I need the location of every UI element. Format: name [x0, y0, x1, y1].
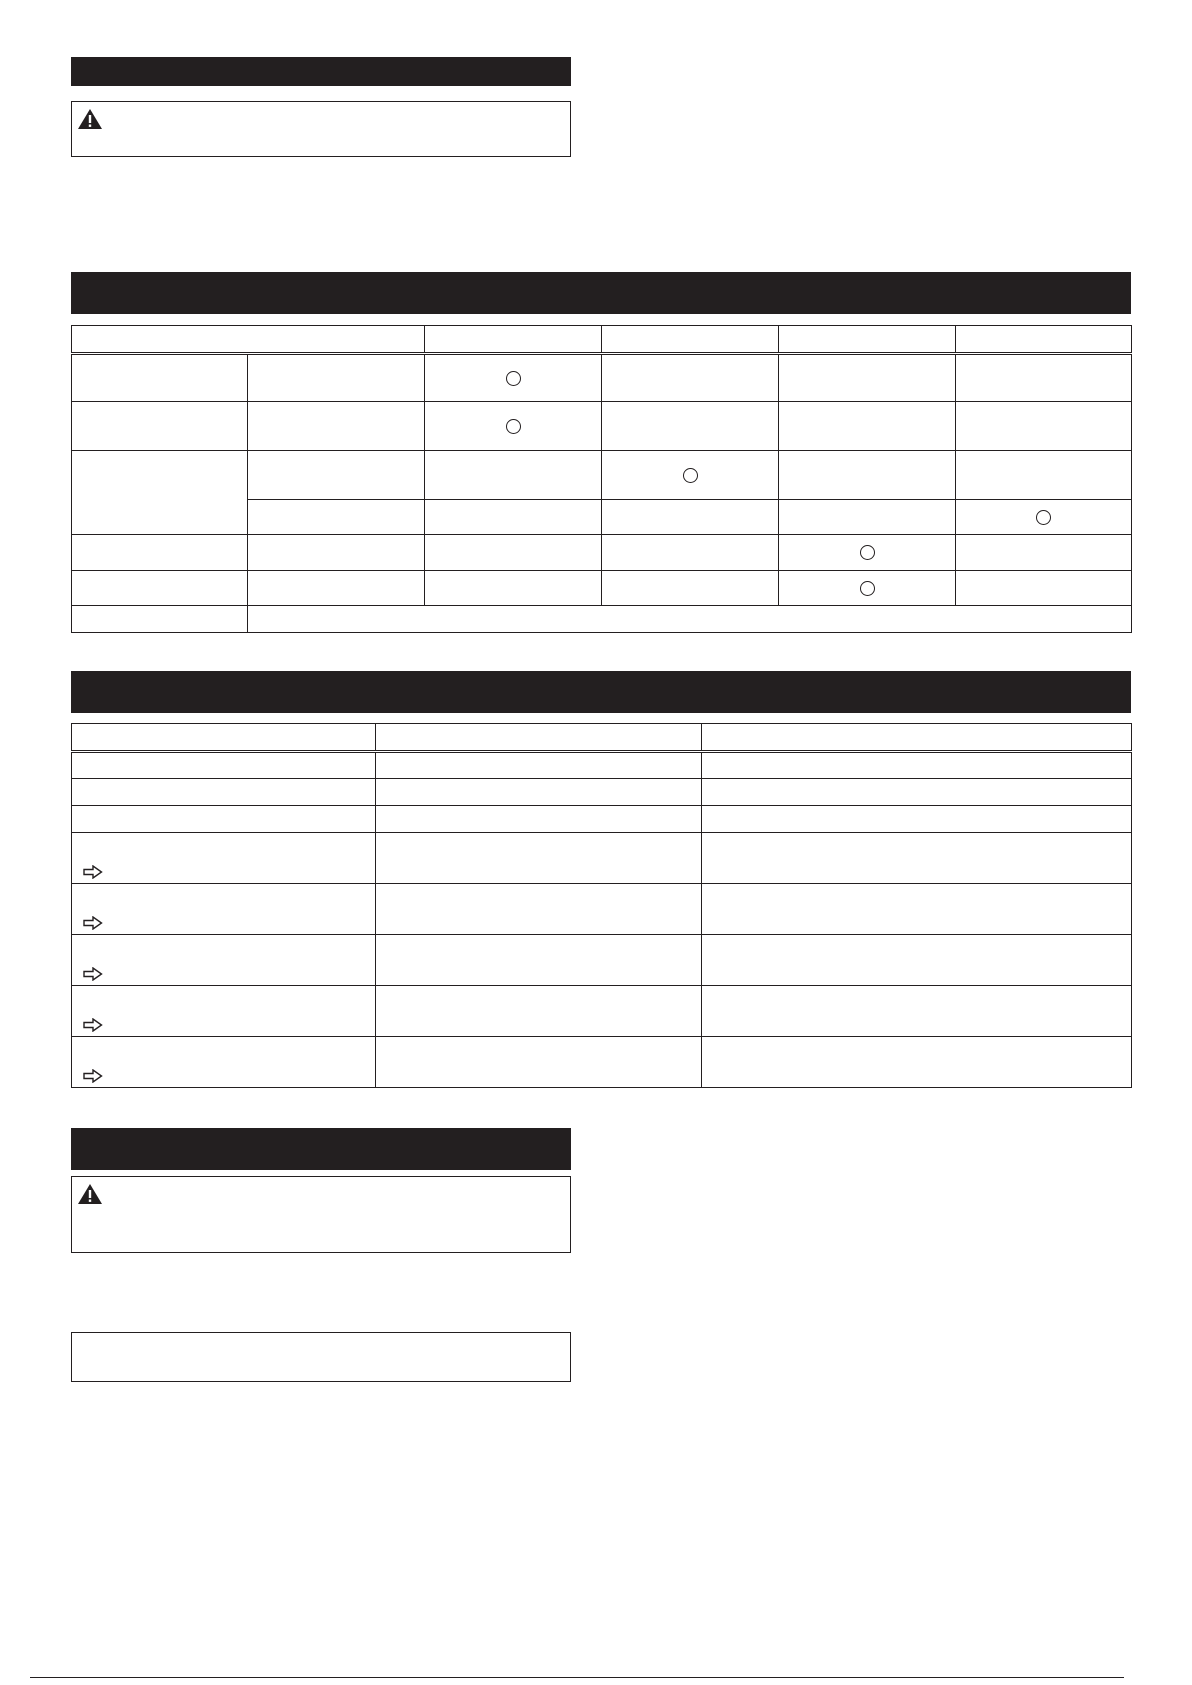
row-item-label [248, 500, 425, 535]
warning-box-1 [71, 101, 571, 157]
mark-cell [602, 402, 779, 451]
table-cell [702, 884, 1132, 935]
table-cell [702, 752, 1132, 779]
mark-cell [956, 535, 1132, 571]
mark-cell [602, 571, 779, 606]
row-item-label [248, 354, 425, 402]
mark-cell [425, 402, 602, 451]
mark-cell [779, 535, 956, 571]
row-item-label [248, 451, 425, 500]
mark-cell [956, 451, 1132, 500]
right-arrow-icon [83, 1018, 103, 1032]
row-group-label [72, 402, 248, 451]
table-cell [702, 935, 1132, 986]
table-row [72, 986, 1132, 1037]
right-arrow-icon [83, 865, 103, 879]
table-cell [376, 833, 702, 884]
table-cell [376, 1037, 702, 1088]
table-cell [702, 779, 1132, 806]
warning-triangle-icon [77, 108, 103, 130]
mark-cell [956, 500, 1132, 535]
table-cell [72, 1037, 376, 1088]
table-cell [702, 986, 1132, 1037]
row-group-label [72, 571, 248, 606]
note-box [71, 1332, 571, 1382]
table-cell [376, 935, 702, 986]
circle-mark-icon [860, 581, 875, 596]
column-header [425, 326, 602, 354]
footnote-text [248, 606, 1132, 633]
table-row [72, 833, 1132, 884]
circle-mark-icon [506, 419, 521, 434]
mark-cell [956, 571, 1132, 606]
table-cell [72, 935, 376, 986]
table-cell [376, 884, 702, 935]
column-header [602, 326, 779, 354]
table-header-row [72, 326, 1132, 354]
column-header [72, 724, 376, 752]
table-row [72, 354, 1132, 402]
row-group-label [72, 354, 248, 402]
table-cell [72, 884, 376, 935]
table-row [72, 402, 1132, 451]
table-row [72, 571, 1132, 606]
table-cell [376, 779, 702, 806]
mark-cell [425, 354, 602, 402]
column-header [376, 724, 702, 752]
mark-cell [779, 451, 956, 500]
table-cell [376, 986, 702, 1037]
mark-cell [425, 451, 602, 500]
table-row [72, 535, 1132, 571]
table-row [72, 451, 1132, 500]
footnote-label [72, 606, 248, 633]
page-footer-rule [30, 1677, 1124, 1678]
section-3-header [71, 671, 1131, 713]
table-cell [702, 1037, 1132, 1088]
mark-cell [602, 354, 779, 402]
row-group-label [72, 535, 248, 571]
table-cell [702, 806, 1132, 833]
table-cell [376, 752, 702, 779]
table-footnote-row [72, 606, 1132, 633]
table-row [72, 806, 1132, 833]
mark-cell [602, 535, 779, 571]
mark-cell [956, 402, 1132, 451]
right-arrow-icon [83, 1069, 103, 1083]
mark-cell [779, 571, 956, 606]
column-header [779, 326, 956, 354]
mark-cell [425, 535, 602, 571]
column-header [956, 326, 1132, 354]
table-row [72, 779, 1132, 806]
circle-mark-icon [860, 545, 875, 560]
warning-box-2 [71, 1176, 571, 1253]
row-item-label [248, 535, 425, 571]
table-cell [376, 806, 702, 833]
section-1-header [71, 57, 571, 86]
row-group-label [72, 451, 248, 535]
section-4-header [71, 1128, 571, 1170]
row-item-label [248, 571, 425, 606]
table-cell [702, 833, 1132, 884]
table-cell [72, 779, 376, 806]
table-row [72, 935, 1132, 986]
mark-cell [602, 451, 779, 500]
section-2-header [71, 272, 1131, 314]
mark-cell [425, 500, 602, 535]
mark-cell [779, 500, 956, 535]
troubleshooting-table [71, 723, 1132, 1088]
column-header [72, 326, 425, 354]
column-header [702, 724, 1132, 752]
right-arrow-icon [83, 916, 103, 930]
right-arrow-icon [83, 967, 103, 981]
circle-mark-icon [1036, 510, 1051, 525]
mark-cell [602, 500, 779, 535]
compatibility-table [71, 325, 1132, 633]
warning-triangle-icon [77, 1183, 103, 1205]
mark-cell [779, 354, 956, 402]
table-row [72, 884, 1132, 935]
table-row [72, 752, 1132, 779]
table-cell [72, 833, 376, 884]
table-cell [72, 752, 376, 779]
mark-cell [956, 354, 1132, 402]
mark-cell [425, 571, 602, 606]
table-header-row [72, 724, 1132, 752]
table-cell [72, 806, 376, 833]
table-cell [72, 986, 376, 1037]
table-row [72, 1037, 1132, 1088]
mark-cell [779, 402, 956, 451]
circle-mark-icon [683, 468, 698, 483]
row-item-label [248, 402, 425, 451]
circle-mark-icon [506, 371, 521, 386]
